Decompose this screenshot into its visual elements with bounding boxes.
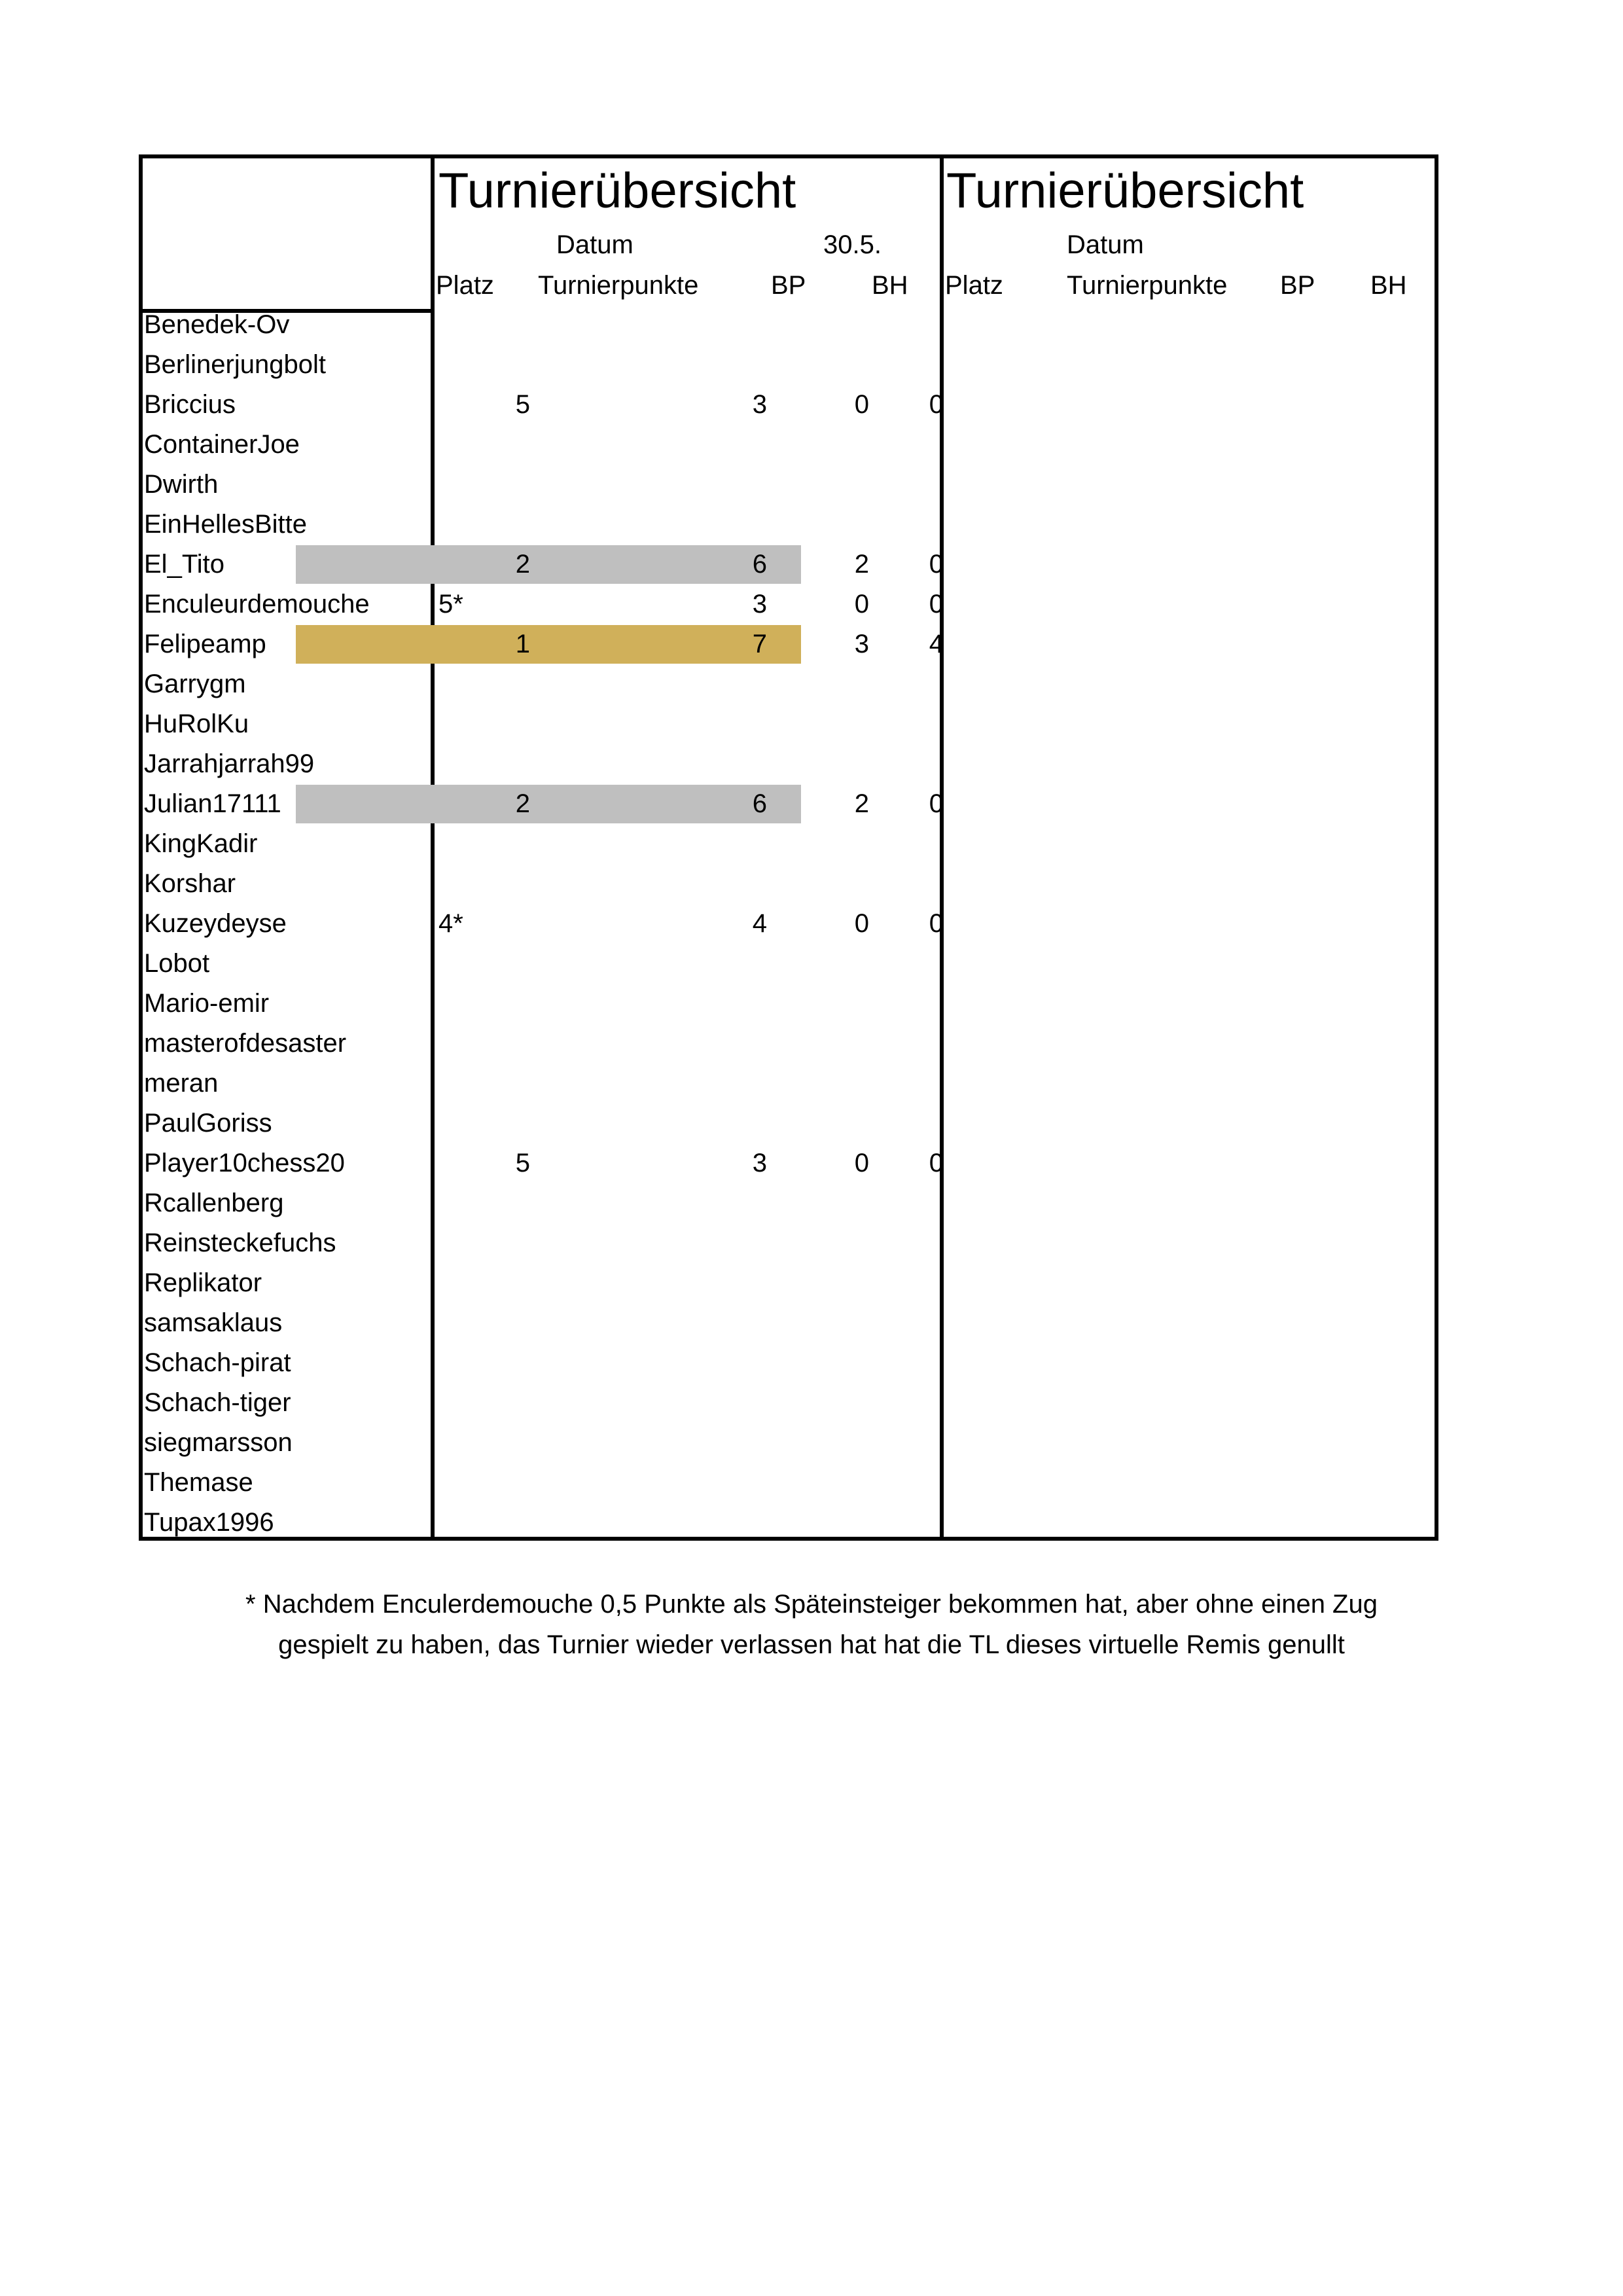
turnierpunkte-cell: 6 (752, 550, 767, 579)
block1-col-turnierpunkte: Turnierpunkte (538, 271, 699, 300)
player-name: Replikator (144, 1268, 262, 1297)
player-name: Reinsteckefuchs (144, 1229, 336, 1257)
player-name: HuRolKu (144, 709, 249, 738)
platz-cell: 2 (515, 550, 530, 579)
block1-col-bh: BH (872, 271, 908, 300)
player-name: Berlinerjungbolt (144, 350, 326, 379)
player-name: Themase (144, 1468, 253, 1497)
bh-cell: 0 (929, 390, 944, 419)
block2-col-turnierpunkte: Turnierpunkte (1067, 271, 1228, 300)
turnierpunkte-cell: 7 (752, 630, 767, 658)
block2-col-bh: BH (1370, 271, 1407, 300)
row-highlight (296, 386, 801, 424)
platz-cell: 1 (515, 630, 530, 658)
turnierpunkte-cell: 4 (752, 909, 767, 938)
player-name: Korshar (144, 869, 236, 898)
platz-cell: 5* (438, 590, 463, 619)
player-name: meran (144, 1069, 219, 1098)
turnierpunkte-cell: 6 (752, 789, 767, 818)
block2-title: Turnierübersicht (946, 163, 1304, 219)
player-name: El_Tito (144, 550, 225, 579)
footnote-line1: * Nachdem Enculerdemouche 0,5 Punkte als Späteinsteiger bekommen hat, aber ohne einen Zug (245, 1590, 1378, 1619)
column-divider (940, 154, 944, 1541)
player-name: Player10chess20 (144, 1149, 345, 1177)
block2-datum-label: Datum (1067, 230, 1144, 259)
block1-title: Turnierübersicht (438, 163, 796, 219)
column-divider (431, 154, 435, 1541)
player-name: samsaklaus (144, 1308, 283, 1337)
platz-cell: 4* (438, 909, 463, 938)
bp-cell: 3 (854, 630, 869, 658)
bh-cell: 0 (929, 909, 944, 938)
bh-cell: 0 (929, 590, 944, 619)
player-name: Lobot (144, 949, 210, 978)
block2-col-bp: BP (1280, 271, 1315, 300)
player-name: Benedek-Ov (144, 310, 290, 339)
player-name: ContainerJoe (144, 430, 300, 459)
player-name: PaulGoriss (144, 1109, 272, 1138)
player-name: Garrygm (144, 670, 246, 698)
bp-cell: 0 (854, 390, 869, 419)
bh-cell: 4 (929, 630, 944, 658)
player-name: siegmarsson (144, 1428, 293, 1457)
player-name: Felipeamp (144, 630, 266, 658)
bh-cell: 0 (929, 789, 944, 818)
bp-cell: 0 (854, 590, 869, 619)
bp-cell: 0 (854, 909, 869, 938)
player-name: Kuzeydeyse (144, 909, 287, 938)
row-highlight (296, 1144, 801, 1183)
bp-cell: 2 (854, 550, 869, 579)
player-name: Schach-pirat (144, 1348, 291, 1377)
turnierpunkte-cell: 3 (752, 590, 767, 619)
row-highlight (296, 585, 801, 624)
player-name: Mario-emir (144, 989, 270, 1018)
block1-date: 30.5. (823, 230, 882, 259)
block1-col-platz: Platz (436, 271, 494, 300)
bp-cell: 2 (854, 789, 869, 818)
row-highlight (296, 785, 801, 823)
footnote (0, 1584, 1623, 1665)
player-name: Tupax1996 (144, 1508, 274, 1537)
player-name: Jarrahjarrah99 (144, 749, 315, 778)
player-name: Rcallenberg (144, 1189, 284, 1217)
block1-col-bp: BP (771, 271, 806, 300)
row-highlight (296, 625, 801, 664)
turnierpunkte-cell: 3 (752, 1149, 767, 1177)
tournament-table (139, 154, 1438, 1541)
player-name: Dwirth (144, 470, 219, 499)
player-name: Briccius (144, 390, 236, 419)
block2-col-platz: Platz (945, 271, 1003, 300)
bh-cell: 0 (929, 1149, 944, 1177)
player-name: EinHellesBitte (144, 510, 308, 539)
turnierpunkte-cell: 3 (752, 390, 767, 419)
platz-cell: 5 (515, 1149, 530, 1177)
row-highlight (296, 905, 801, 943)
player-name: KingKadir (144, 829, 258, 858)
platz-cell: 2 (515, 789, 530, 818)
footnote-line2: gespielt zu haben, das Turnier wieder verlassen hat hat die TL dieses virtuelle Remis genullt (278, 1630, 1345, 1659)
bh-cell: 0 (929, 550, 944, 579)
block1-datum-label: Datum (556, 230, 633, 259)
player-name: Schach-tiger (144, 1388, 291, 1417)
player-name: masterofdesaster (144, 1029, 347, 1058)
player-name: Enculeurdemouche (144, 590, 370, 619)
player-name: Julian17111 (144, 789, 281, 818)
bp-cell: 0 (854, 1149, 869, 1177)
platz-cell: 5 (515, 390, 530, 419)
row-highlight (296, 545, 801, 584)
